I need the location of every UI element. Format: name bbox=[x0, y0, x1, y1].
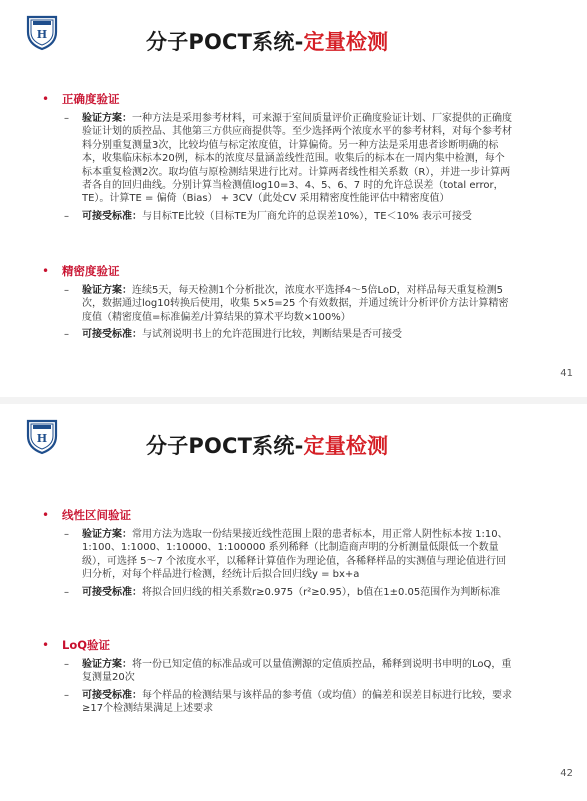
list-item: – 可接受标准：与目标TE比较（目标TE为厂商允许的总误差10%），TE＜10% 表示可接受 bbox=[64, 210, 472, 222]
section-linearity bbox=[42, 506, 512, 599]
list-item: – 验证方案：将一份已知定值的标准品或可以量值溯源的定值质控品，稀释到说明书申明的LoQ，重复测量20次 bbox=[64, 659, 512, 684]
svg-text:H: H bbox=[36, 432, 48, 445]
page-number: 42 bbox=[560, 768, 573, 779]
list-item: – 验证方案：连续5天，每天检测1个分析批次，浓度水平选择4～5倍LoD，对样品每天重复检测5次，数据通过log10转换后使用，收集 5×5=25 个有效数据，并通过统计分析评价方法计算精密度值（精密度值=标准偏差/计算结果的算术平均数×100%） bbox=[64, 285, 509, 323]
section-loq bbox=[42, 636, 512, 716]
section-heading: 线性区间验证 bbox=[62, 508, 131, 522]
slide-separator bbox=[0, 397, 587, 404]
list-item: – 可接受标准：将拟合回归线的相关系数r≥0.975（r²≥0.95），b值在1±0.05范围作为判断标准 bbox=[64, 586, 501, 598]
section-heading: LoQ验证 bbox=[62, 638, 111, 652]
list-item: – 可接受标准：与试剂说明书上的允许范围进行比较，判断结果是否可接受 bbox=[64, 329, 402, 341]
svg-text:H: H bbox=[36, 28, 48, 41]
list-item: – 验证方案：常用方法为选取一份结果接近线性范围上限的患者标本，用正常人阴性标本按 1:10、1:100、1:1000、1:10000、1:100000 系列稀释（比制造商声明的分析测量低限低一个数量级），可选择 5～7 个浓度水平，以稀释计算值作为理论值，各稀释样品的实测值与理论值进行回归分析，对每个样品进行检测，经统计后拟合回归线y = bx+a bbox=[64, 529, 508, 581]
bullet-icon: • bbox=[42, 264, 50, 278]
list-item: – 可接受标准：每个样品的检测结果与该样品的参考值（或均值）的偏差和误差目标进行比较，要求≥17个检测结果满足上述要求 bbox=[64, 689, 512, 715]
section-precision bbox=[42, 262, 512, 342]
section-accuracy bbox=[42, 90, 512, 223]
section-heading: 精密度验证 bbox=[62, 264, 120, 278]
slide-title: 分子POCT系统-定量检测 bbox=[146, 30, 389, 54]
section-heading: 正确度验证 bbox=[62, 92, 120, 106]
slide-42 bbox=[0, 404, 587, 801]
bullet-icon: • bbox=[42, 92, 50, 106]
bullet-icon: • bbox=[42, 508, 50, 522]
list-item: – 验证方案：一种方法是采用参考材料，可来源于室间质量评价正确度验证计划、厂家提供的正确度验证计划的质控品、其他第三方供应商提供等。至少选择两个浓度水平的参考材料，对每个参考材料分别重复测量3次，比较均值与标定浓度值，计算偏倚。另一种方法是采用患者诊断明确的标本，收集临床标本20例，标本的浓度尽量涵盖线性范围。收集后的标本在一周内集中检测，每个标本重复检测2次。取均值与原检测结果进行比对。计算两者线性相关系数（R），并进一步计算两者各自的回归曲线。分别计算当检测值log10=3、4、5、6、7 时的允许总误差（total error，TE）。计算TE = 偏倚（Bias） + 3CV（此处CV 采用精密度性能评估中精密度值） bbox=[64, 113, 512, 205]
university-logo-icon bbox=[22, 12, 62, 52]
university-logo-icon bbox=[22, 416, 62, 456]
page-number: 41 bbox=[560, 368, 573, 379]
slide-41 bbox=[0, 0, 587, 397]
bullet-icon: • bbox=[42, 638, 50, 652]
slide-title: 分子POCT系统-定量检测 bbox=[146, 434, 389, 458]
